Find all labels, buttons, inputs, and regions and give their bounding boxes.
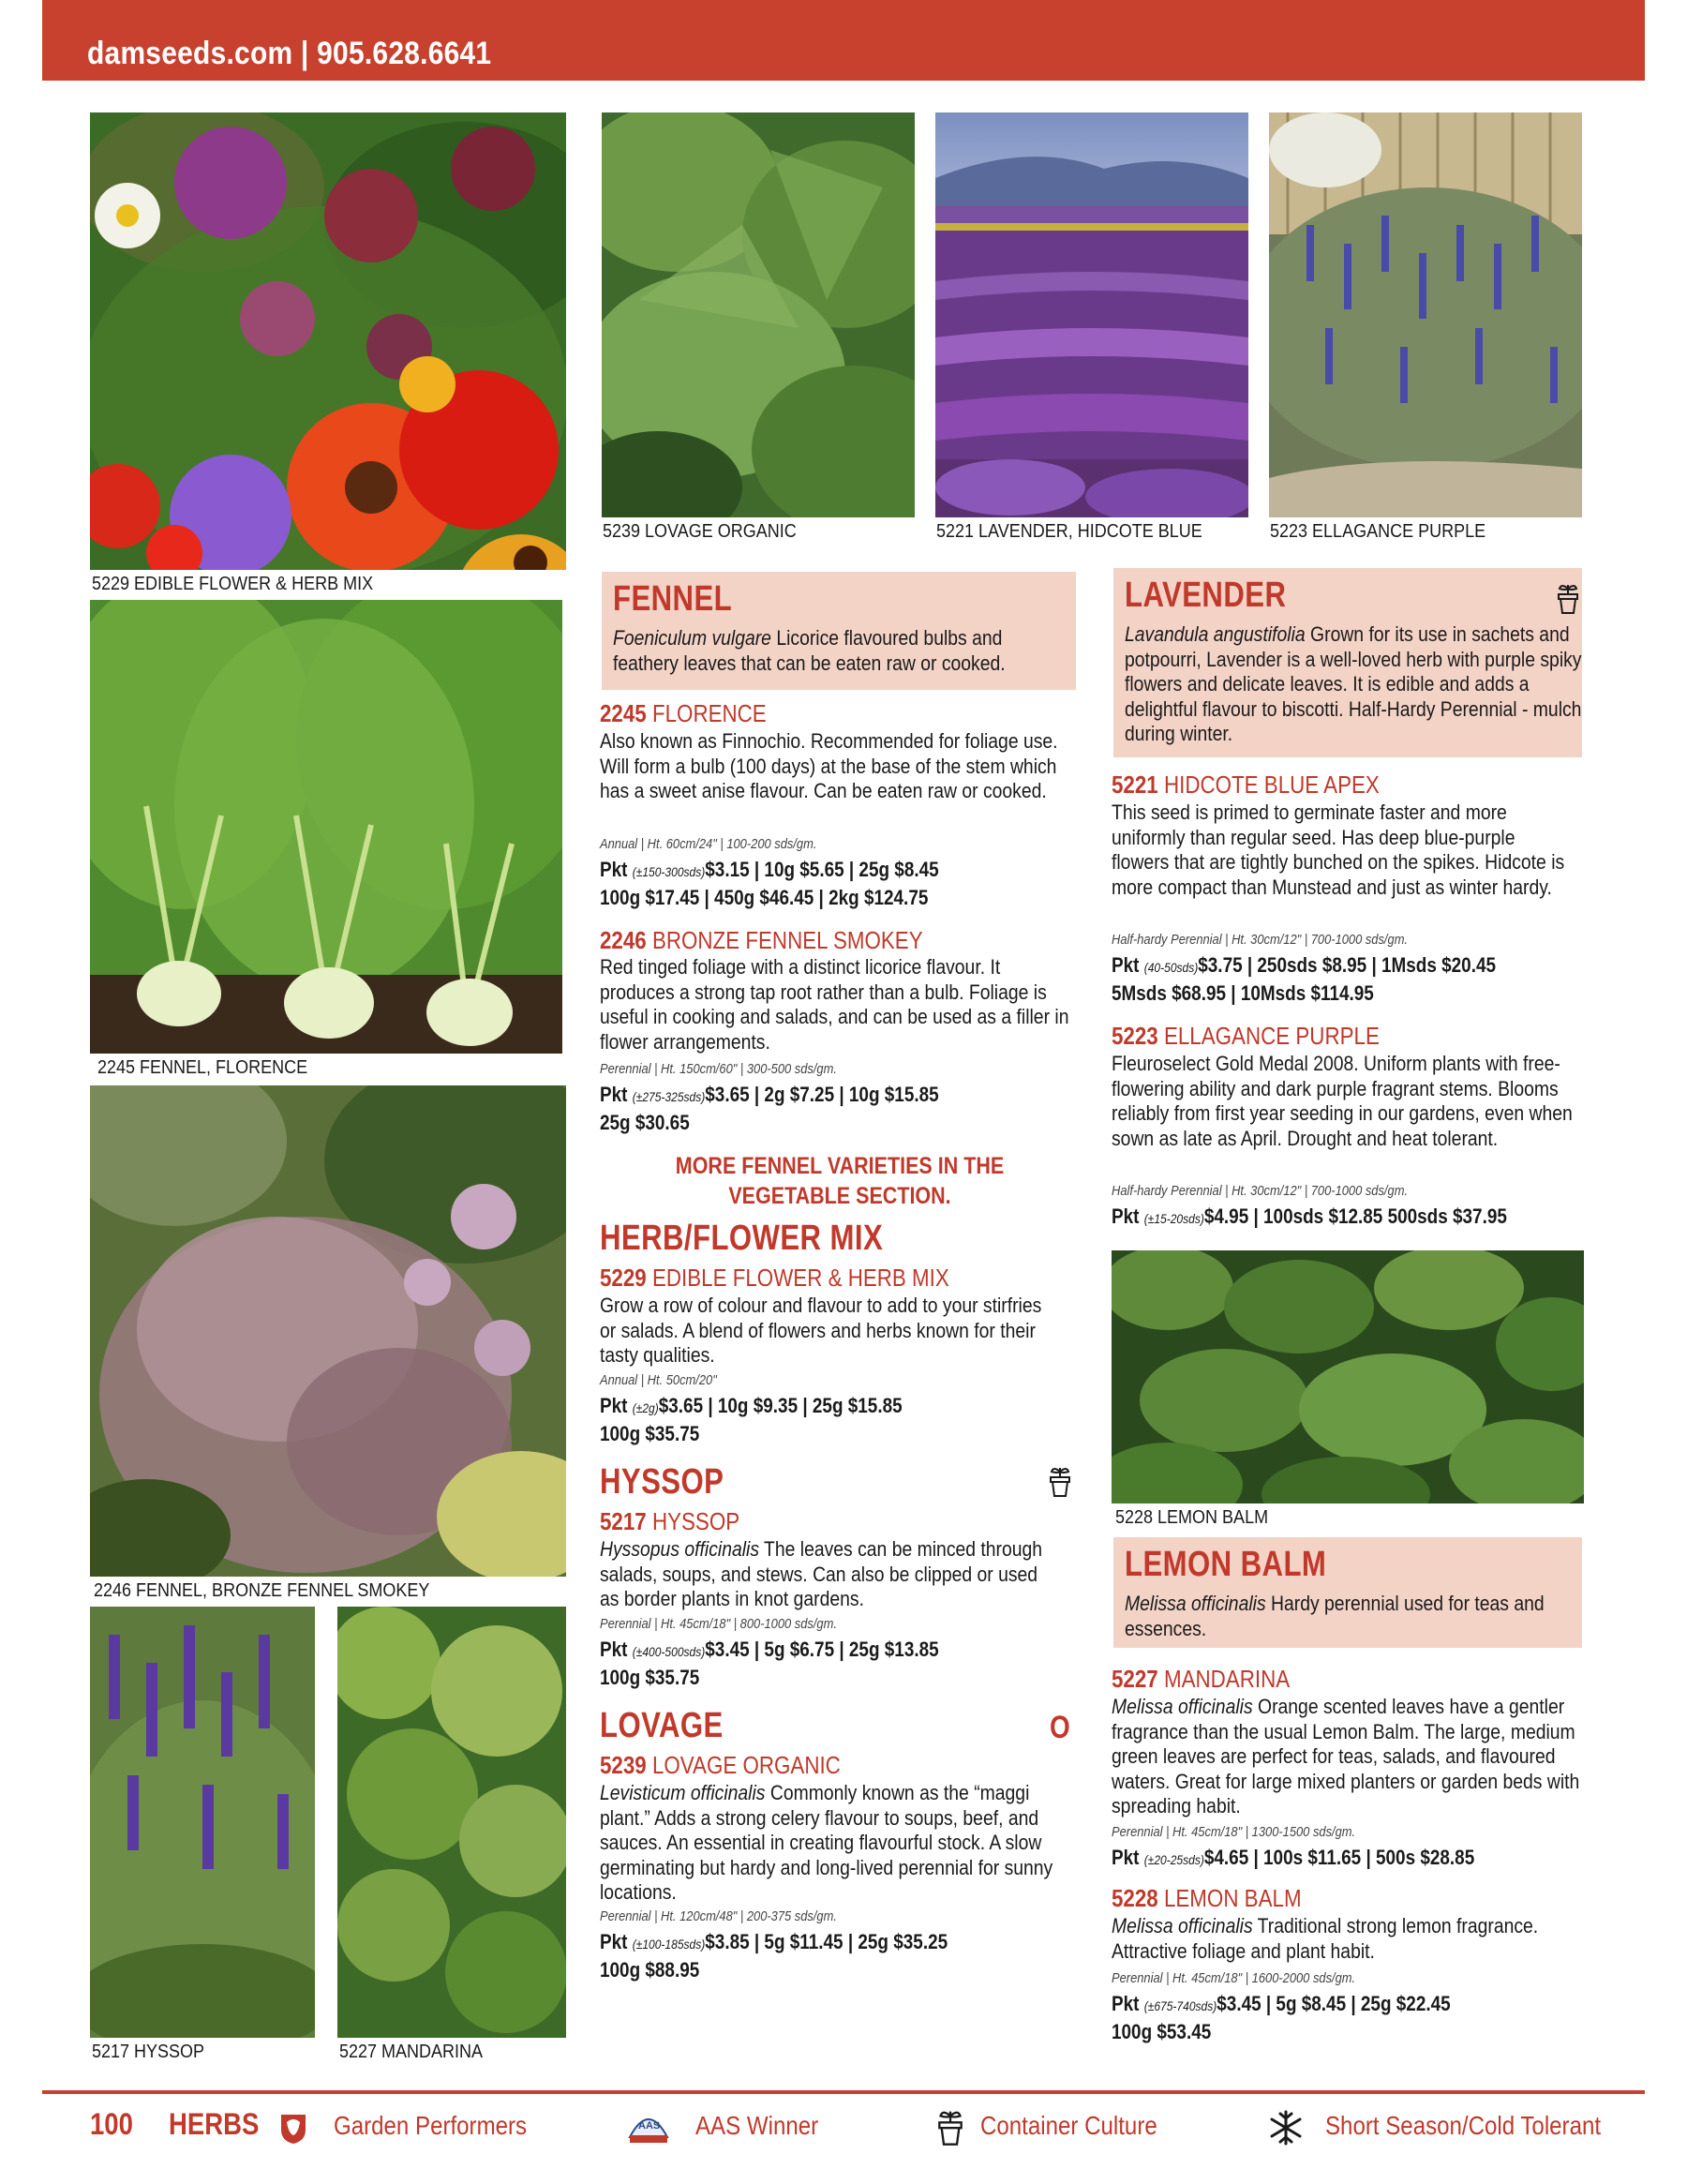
- organic-badge: O: [1050, 1710, 1071, 1745]
- footer-rule: [42, 2090, 1645, 2094]
- lovage-illustration: [602, 112, 915, 517]
- photo-lavender-hidcote: [935, 112, 1248, 517]
- variety-5227-meta: Perennial | Ht. 45cm/18" | 1300-1500 sds/gm.: [1112, 1824, 1356, 1840]
- header-bar: [42, 0, 1645, 81]
- photo-mandarina: [337, 1607, 566, 2038]
- container-culture-icon: [935, 2107, 965, 2147]
- photo-lemon-balm: [1112, 1250, 1584, 1503]
- lovage-title: LOVAGE: [600, 1706, 724, 1745]
- caption-edible-mix: 5229 EDIBLE FLOWER & HERB MIX: [92, 574, 374, 594]
- variety-2246-description: Red tinged foliage with a distinct licorice flavour. It produces a strong tap root rather than a bulb. Foliage is useful in cooking and salads, and can be used as a filler in flower arrangements.: [600, 955, 1069, 1054]
- container-culture-icon: [1556, 581, 1580, 615]
- variety-5221-name: 5221 HIDCOTE BLUE APEX: [1112, 770, 1380, 799]
- variety-2246-price: Pkt (±275-325sds)$3.65 | 2g $7.25 | 10g $15.85 25g $30.65: [600, 1083, 939, 1134]
- photo-hyssop: [90, 1607, 315, 2038]
- variety-5239-price: Pkt (±100-185sds)$3.85 | 5g $11.45 | 25g $35.25 100g $88.95: [600, 1930, 948, 1982]
- hyssop-illustration: [90, 1607, 315, 2038]
- edible-flower-illustration: [90, 112, 566, 570]
- legend-aas-winner: AAS Winner: [695, 2111, 819, 2140]
- photo-ellagance: [1269, 112, 1582, 517]
- photo-fennel-florence: [90, 600, 562, 1054]
- lavender-field-illustration: [935, 112, 1248, 517]
- legend-garden-performers: Garden Performers: [334, 2111, 528, 2140]
- fennel-description: Foeniculum vulgare Licorice flavoured bulbs and feathery leaves that can be eaten raw or cooked.: [613, 626, 1006, 675]
- section-name: HERBS: [169, 2107, 260, 2141]
- variety-5228-description: Melissa officinalis Traditional strong lemon fragrance. Attractive foliage and plant habit.: [1112, 1914, 1539, 1963]
- variety-5223-price: Pkt (±15-20sds)$4.95 | 100sds $12.85 500sds $37.95: [1112, 1204, 1507, 1228]
- caption-fennel-bronze: 2246 FENNEL, BRONZE FENNEL SMOKEY: [94, 1580, 430, 1601]
- variety-5223-description: Fleuroselect Gold Medal 2008. Uniform plants with free-flowering ability and dark purple fragrant stems. Blooms reliably from first year seeding in our gardens, even when sown as late as April. Drought and heat tolerant.: [1112, 1052, 1573, 1150]
- caption-lovage: 5239 LOVAGE ORGANIC: [603, 521, 797, 542]
- site-contact[interactable]: damseeds.com | 905.628.6641: [87, 36, 492, 71]
- variety-5221-price: Pkt (40-50sds)$3.75 | 250sds $8.95 | 1Msds $20.45 5Msds $68.95 | 10Msds $114.95: [1112, 953, 1497, 1005]
- caption-lavender-hidcote: 5221 LAVENDER, HIDCOTE BLUE: [936, 521, 1202, 542]
- aas-badge-text: AAS: [638, 2120, 661, 2132]
- variety-2245-meta: Annual | Ht. 60cm/24" | 100-200 sds/gm.: [600, 836, 817, 852]
- lavender-description: Lavandula angustifolia Grown for its use in sachets and potpourri, Lavender is a well-loved herb with purple spiky flowers and delicate leaves. It is edible and adds a delightful flavour to biscotti. Half-Hardy Perennial - mulch during winter.: [1125, 622, 1582, 745]
- variety-5227-price: Pkt (±20-25sds)$4.65 | 100s $11.65 | 500s $28.85: [1112, 1846, 1475, 1869]
- photo-fennel-bronze: [90, 1085, 566, 1577]
- ellagance-illustration: [1269, 112, 1582, 517]
- variety-2246-name: 2246 BRONZE FENNEL SMOKEY: [600, 926, 923, 954]
- variety-5217-meta: Perennial | Ht. 45cm/18" | 800-1000 sds/gm.: [600, 1616, 837, 1632]
- garden-performers-icon: [279, 2111, 307, 2145]
- variety-5228-price: Pkt (±675-740sds)$3.45 | 5g $8.45 | 25g $22.45 100g $53.45: [1112, 1992, 1451, 2043]
- lavender-title: LAVENDER: [1125, 576, 1287, 615]
- mandarina-illustration: [337, 1607, 566, 2038]
- variety-5239-description: Levisticum officinalis Commonly known as the “maggi plant.” Adds a strong celery flavour to soups, beef, and sauces. An essential in creating flavourful stock. A slow germinating but hardy and long-lived perennial for sunny locations.: [600, 1781, 1053, 1904]
- variety-5227-name: 5227 MANDARINA: [1112, 1665, 1291, 1693]
- variety-5239-name: 5239 LOVAGE ORGANIC: [600, 1751, 841, 1779]
- lemonbalm-title: LEMON BALM: [1125, 1545, 1327, 1584]
- more-fennel-note: MORE FENNEL VARIETIES IN THE VEGETABLE SECTION.: [675, 1153, 1005, 1209]
- variety-5227-description: Melissa officinalis Orange scented leaves have a gentler fragrance than the usual Lemon Balm. The large, medium green leaves are perfect for teas, salads, and flavoured waters. Great for large mixed planters or garden beds with spreading habit.: [1112, 1695, 1580, 1818]
- fennel-bronze-illustration: [90, 1085, 566, 1577]
- variety-5223-name: 5223 ELLAGANCE PURPLE: [1112, 1022, 1380, 1050]
- variety-5229-price: Pkt (±2g)$3.65 | 10g $9.35 | 25g $15.85 100g $35.75: [600, 1394, 903, 1445]
- variety-5229-name: 5229 EDIBLE FLOWER & HERB MIX: [600, 1264, 949, 1292]
- variety-5239-meta: Perennial | Ht. 120cm/48" | 200-375 sds/gm.: [600, 1908, 837, 1924]
- variety-5228-meta: Perennial | Ht. 45cm/18" | 1600-2000 sds/gm.: [1112, 1970, 1356, 1986]
- caption-mandarina: 5227 MANDARINA: [339, 2042, 484, 2062]
- photo-lovage: [602, 112, 915, 517]
- aas-winner-icon: [626, 2105, 671, 2147]
- photo-edible-flower-mix: [90, 112, 566, 570]
- caption-lemon-balm: 5228 LEMON BALM: [1115, 1507, 1269, 1528]
- variety-2246-meta: Perennial | Ht. 150cm/60" | 300-500 sds/gm.: [600, 1061, 837, 1077]
- variety-5217-price: Pkt (±400-500sds)$3.45 | 5g $6.75 | 25g $13.85 100g $35.75: [600, 1638, 939, 1689]
- variety-5217-name: 5217 HYSSOP: [600, 1507, 740, 1535]
- caption-ellagance: 5223 ELLAGANCE PURPLE: [1270, 521, 1486, 542]
- lemon-balm-illustration: [1112, 1250, 1584, 1503]
- variety-5217-description: Hyssopus officinalis The leaves can be minced through salads, soups, and stews. Can also be clipped or used as border plants in knot gardens.: [600, 1537, 1043, 1610]
- legend-container-culture: Container Culture: [980, 2111, 1157, 2140]
- variety-5229-meta: Annual | Ht. 50cm/20": [600, 1372, 717, 1388]
- hyssop-title: HYSSOP: [600, 1462, 724, 1502]
- fennel-florence-illustration: [90, 600, 562, 1054]
- caption-hyssop: 5217 HYSSOP: [92, 2042, 205, 2062]
- variety-2245-name: 2245 FLORENCE: [600, 699, 767, 727]
- snowflake-icon: [1267, 2109, 1305, 2147]
- legend-short-season: Short Season/Cold Tolerant: [1325, 2111, 1602, 2140]
- fennel-title: FENNEL: [613, 579, 733, 619]
- variety-5228-name: 5228 LEMON BALM: [1112, 1884, 1302, 1912]
- variety-5221-description: This seed is primed to germinate faster and more uniformly than regular seed. Has deep blue-purple flowers that are tightly bunched on the spikes. Hidcote is more compact than Munstead and just as winter hardy.: [1112, 800, 1565, 899]
- variety-2245-price: Pkt (±150-300sds)$3.15 | 10g $5.65 | 25g $8.45 100g $17.45 | 450g $46.45 | 2kg $124.75: [600, 858, 939, 909]
- variety-5229-description: Grow a row of colour and flavour to add to your stirfries or salads. A blend of flowers and herbs known for their tasty qualities.: [600, 1294, 1042, 1367]
- page-number: 100: [90, 2107, 133, 2141]
- container-culture-icon: [1048, 1464, 1072, 1498]
- lemonbalm-description: Melissa officinalis Hardy perennial used for teas and essences.: [1125, 1592, 1545, 1640]
- herbmix-title: HERB/FLOWER MIX: [600, 1219, 884, 1258]
- variety-5221-meta: Half-hardy Perennial | Ht. 30cm/12" | 700-1000 sds/gm.: [1112, 932, 1409, 948]
- variety-2245-description: Also known as Finnochio. Recommended for foliage use. Will form a bulb (100 days) at the base of the stem which has a sweet anise flavour. Can be eaten raw or cooked.: [600, 729, 1058, 802]
- caption-fennel-florence: 2245 FENNEL, FLORENCE: [97, 1057, 308, 1078]
- variety-5223-meta: Half-hardy Perennial | Ht. 30cm/12" | 700-1000 sds/gm.: [1112, 1183, 1409, 1199]
